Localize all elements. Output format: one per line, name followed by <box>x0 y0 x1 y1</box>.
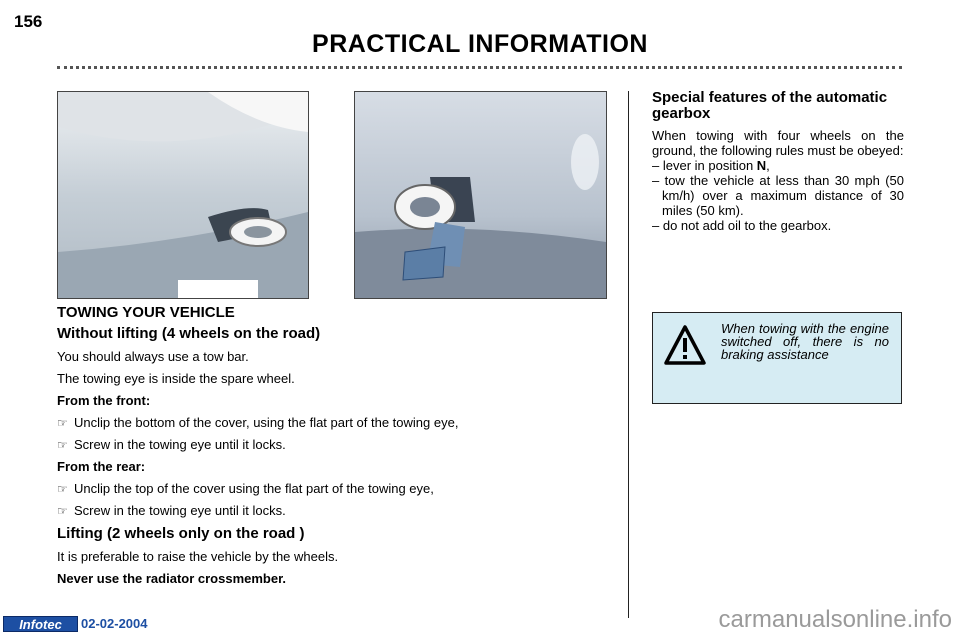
page-number: 156 <box>14 12 43 31</box>
pointing-hand-icon: ☞ <box>57 482 68 496</box>
step-text: Unclip the top of the cover using the flat part of the towing eye, <box>74 481 434 496</box>
gearbox-intro: When towing with four wheels on the ground, the following rules must be obeyed: <box>652 128 904 158</box>
right-text-column <box>652 90 904 233</box>
list-item: – do not add oil to the gearbox. <box>652 218 832 233</box>
list-item: – tow the vehicle at less than 30 mph (50 km/h) over a maximum distance of 30 miles (50 km). <box>652 173 904 218</box>
step-text: Unclip the bottom of the cover, using the flat part of the towing eye, <box>74 415 459 430</box>
warning-box <box>652 312 902 404</box>
section-heading-towing: TOWING YOUR VEHICLE <box>57 304 235 321</box>
footer-date: 02-02-2004 <box>81 616 148 631</box>
warning-triangle-icon <box>663 323 707 367</box>
step-text: Screw in the towing eye until it locks. <box>74 503 286 518</box>
step-text: Screw in the towing eye until it locks. <box>74 437 286 452</box>
front-label: From the front: <box>57 393 151 408</box>
infotec-logo: Infotec <box>3 616 78 632</box>
tow-bar-note: You should always use a tow bar. <box>57 349 249 364</box>
subheading-lifting: Lifting (2 wheels only on the road ) <box>57 525 305 542</box>
list-item <box>57 415 617 430</box>
warning-text: When towing with the engine switched off, there is no braking assistance <box>721 321 889 362</box>
gear-position: N <box>756 158 767 173</box>
list-item <box>57 437 617 452</box>
dotted-divider <box>57 66 902 69</box>
list-item <box>57 481 617 496</box>
raise-by-wheels-note: It is preferable to raise the vehicle by the wheels. <box>57 549 339 564</box>
rear-label: From the rear: <box>57 459 146 474</box>
pointing-hand-icon: ☞ <box>57 438 68 452</box>
watermark: carmanualsonline.info <box>718 606 952 633</box>
towing-eye-location: The towing eye is inside the spare wheel. <box>57 371 295 386</box>
left-text-column <box>57 304 617 593</box>
column-divider <box>628 91 629 618</box>
list-item <box>652 158 904 173</box>
page-title: PRACTICAL INFORMATION <box>312 30 648 58</box>
list-item <box>57 503 617 518</box>
rear-towing-photo <box>354 91 607 299</box>
subheading-without-lifting: Without lifting (4 wheels on the road) <box>57 325 321 342</box>
front-towing-photo <box>57 91 309 299</box>
gearbox-heading: Special features of the automatic gearbox <box>652 89 888 122</box>
pointing-hand-icon: ☞ <box>57 504 68 518</box>
item-prefix: – lever in position <box>652 158 757 173</box>
item-suffix: , <box>766 158 770 173</box>
pointing-hand-icon: ☞ <box>57 416 68 430</box>
radiator-warning: Never use the radiator crossmember. <box>57 571 287 586</box>
